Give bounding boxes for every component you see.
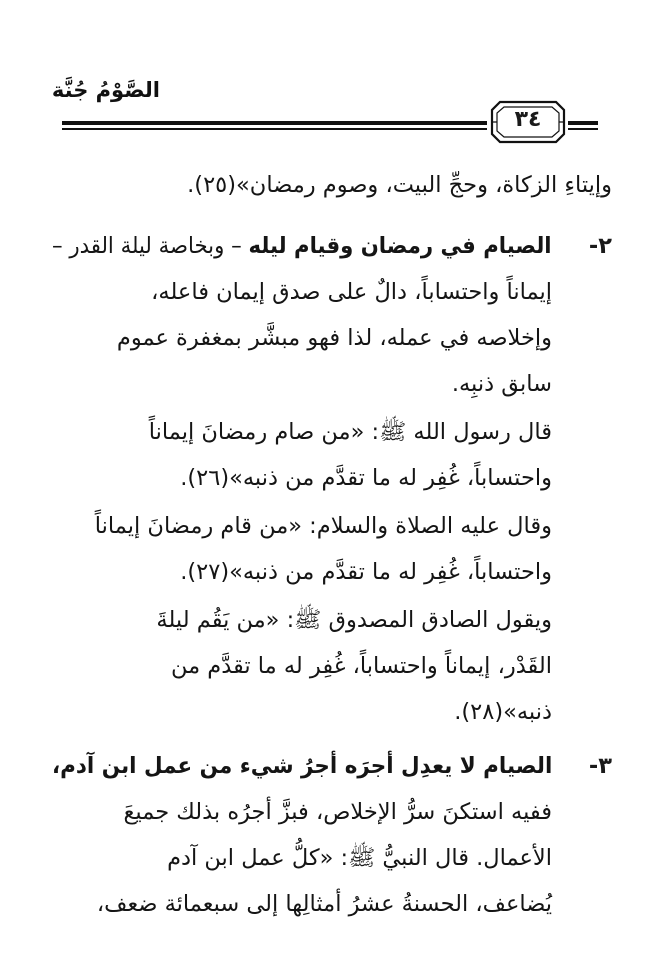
text-line: وإيتاءِ الزكاة، وحجِّ البيت، وصوم رمضان»(٢٥). bbox=[187, 172, 612, 198]
text-span: – وبخاصة ليلة القدر – bbox=[52, 233, 249, 259]
item-number: ٣- bbox=[588, 753, 612, 779]
header-rule-thin bbox=[62, 128, 487, 130]
text-line: إيماناً واحتساباً، دالٌ على صدق إيمان فاعله، bbox=[151, 279, 552, 305]
text-line: يُضاعف، الحسنةُ عشرُ أمثالِها إلى سبعمائة ضعف، bbox=[96, 891, 552, 917]
text-line: سابق ذنبِه. bbox=[451, 371, 552, 397]
text-line: واحتساباً، غُفِر له ما تقدَّم من ذنبه»(٢٧). bbox=[180, 559, 552, 585]
running-title: الصَّوْمُ جُنَّة bbox=[51, 78, 160, 102]
text-line bbox=[52, 226, 552, 266]
header-rule-thick bbox=[62, 121, 487, 125]
item-heading: الصيام لا يعدِل أجرَه أجرُ شيء من عمل ابن آدم، bbox=[51, 753, 552, 779]
item-number: ٢- bbox=[588, 233, 612, 259]
text-line: وقال عليه الصلاة والسلام: «من قام رمضانَ إيماناً bbox=[94, 513, 552, 539]
text-line: الأعمال. قال النبيُّ ﷺ: «كلُّ عمل ابن آدم bbox=[167, 845, 552, 871]
header-rule-right-thick bbox=[568, 121, 598, 125]
item-heading: الصيام في رمضان وقيام ليله bbox=[248, 233, 552, 259]
header-rule-right-thin bbox=[568, 128, 598, 130]
text-line: ذنبه»(٢٨). bbox=[454, 699, 552, 725]
text-line: القَدْر، إيماناً واحتساباً، غُفِر له ما تقدَّم من bbox=[170, 653, 552, 679]
text-line: ففيه استكنَ سرُّ الإخلاص، فبزَّ أجرُه بذلك جميعَ bbox=[123, 799, 552, 825]
text-line: ويقول الصادق المصدوق ﷺ: «من يَقُم ليلةَ bbox=[156, 607, 552, 633]
page-number: ٣٤ bbox=[514, 107, 542, 132]
text-line: وإخلاصه في عمله، لذا فهو مبشَّر بمغفرة عموم bbox=[116, 325, 552, 351]
text-line: واحتساباً، غُفِر له ما تقدَّم من ذنبه»(٢٦). bbox=[180, 465, 552, 491]
text-line: قال رسول الله ﷺ: «من صام رمضانَ إيماناً bbox=[148, 419, 552, 445]
